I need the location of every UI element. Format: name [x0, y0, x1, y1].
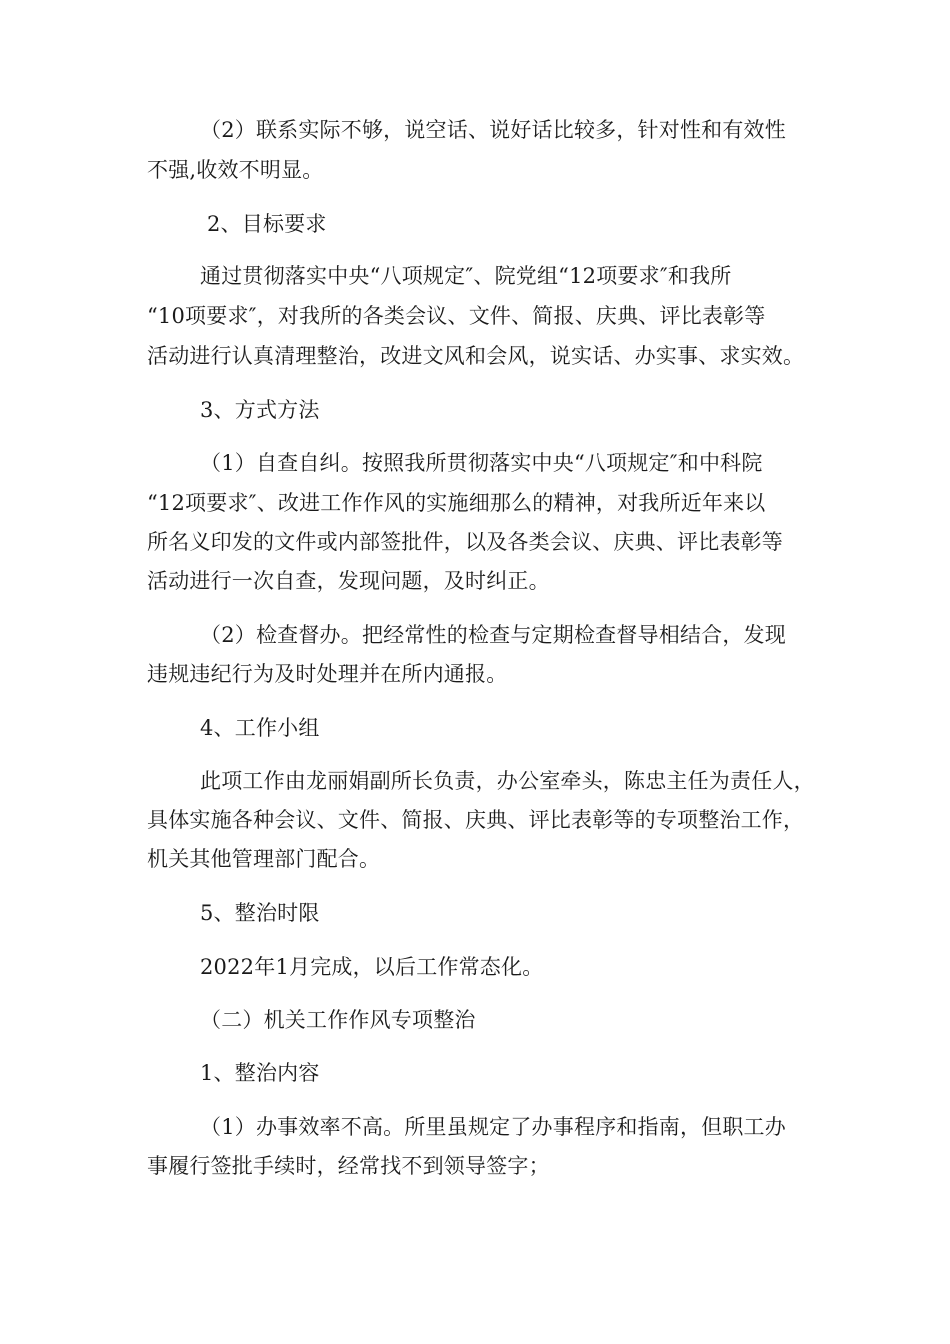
section-heading: 4、工作小组 [200, 716, 320, 740]
paragraph-line: 具体实施各种会议、文件、简报、庆典、评比表彰等的专项整治工作， [147, 808, 805, 832]
section-heading: 3、方式方法 [200, 398, 320, 422]
paragraph-line: 违规违纪行为及时处理并在所内通报。 [147, 662, 508, 686]
paragraph-line: 机关其他管理部门配合。 [147, 847, 381, 871]
section-heading: 1、整治内容 [200, 1061, 320, 1085]
paragraph-line: 2022年1月完成，以后工作常态化。 [200, 955, 544, 979]
section-heading: 2、目标要求 [207, 212, 327, 236]
paragraph-line: 事履行签批手续时，经常找不到领导签字； [147, 1154, 550, 1178]
section-heading: （二）机关工作作风专项整治 [200, 1008, 476, 1032]
paragraph-line: 活动进行一次自查，发现问题，及时纠正。 [147, 569, 550, 593]
paragraph-line: （1）自查自纠。按照我所贯彻落实中央“八项规定″和中科院 [200, 451, 763, 475]
paragraph-line: 所名义印发的文件或内部签批件，以及各类会议、庆典、评比表彰等 [147, 530, 783, 554]
paragraph-line: “12项要求″、改进工作作风的实施细那么的精神，对我所近年来以 [147, 491, 766, 515]
paragraph-line: 通过贯彻落实中央“八项规定″、院党组“12项要求″和我所 [200, 264, 732, 288]
paragraph-line: （2）联系实际不够，说空话、说好话比较多，针对性和有效性 [200, 118, 786, 142]
paragraph-line: （1）办事效率不高。所里虽规定了办事程序和指南，但职工办 [200, 1115, 786, 1139]
paragraph-line: 不强,收效不明显。 [147, 158, 324, 182]
paragraph-line: （2）检查督办。把经常性的检查与定期检查督导相结合，发现 [200, 623, 786, 647]
paragraph-line: 此项工作由龙丽娟副所长负责，办公室牵头，陈忠主任为责任人， [200, 769, 815, 793]
section-heading: 5、整治时限 [200, 901, 320, 925]
paragraph-line: 活动进行认真清理整治，改进文风和会风，说实话、办实事、求实效。 [147, 344, 805, 368]
paragraph-line: “10项要求″，对我所的各类会议、文件、简报、庆典、评比表彰等 [147, 304, 766, 328]
